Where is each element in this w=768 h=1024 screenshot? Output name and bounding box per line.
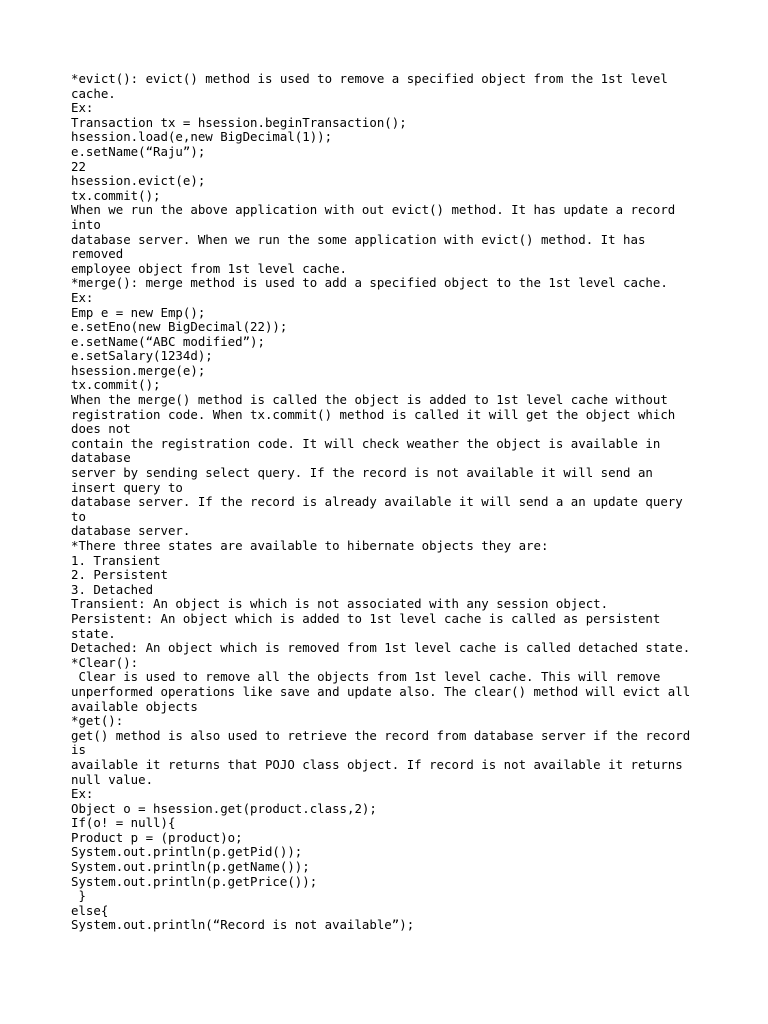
code-line: System.out.println(“Record is not available”); (71, 917, 415, 933)
text-line: unperformed operations like save and update also. The clear() method will evict all (71, 683, 691, 699)
code-line: Product p = (product)o; (71, 829, 243, 845)
text-line: *merge(): merge method is used to add a specified object to the 1st level cache. (71, 275, 668, 291)
text-line: When we run the above application with out evict() method. It has update a record (71, 202, 676, 218)
page-number: 22 (71, 158, 86, 174)
code-line: e.setName(“Raju”); (71, 143, 206, 159)
text-line: database (71, 450, 131, 466)
text-line: When the merge() method is called the object is added to 1st level cache without (71, 392, 668, 408)
text-line: available objects (71, 698, 198, 714)
code-line: System.out.println(p.getPid()); (71, 844, 303, 860)
text-line: removed (71, 246, 124, 262)
code-line: System.out.println(p.getPrice()); (71, 873, 318, 889)
text-line: employee object from 1st level cache. (71, 260, 348, 276)
code-line: If(o! = null){ (71, 815, 176, 831)
list-item: 1. Transient (71, 552, 161, 568)
text-line: get() method is also used to retrieve the record from database server if the record (71, 727, 691, 743)
text-line: database server. When we run the some application with evict() method. It has (71, 231, 646, 247)
code-line: Emp e = new Emp(); (71, 304, 206, 320)
code-line: hsession.load(e,new BigDecimal(1)); (71, 129, 333, 145)
text-line: available it returns that POJO class object. If record is not available it returns (71, 756, 683, 772)
code-line: hsession.evict(e); (71, 173, 206, 189)
text-line: Ex: (71, 786, 94, 802)
text-line: Detached: An object which is removed from 1st level cache is called detached state. (71, 640, 691, 656)
code-line: e.setName(“ABC modified”); (71, 333, 265, 349)
text-line: Transient: An object is which is not associated with any session object. (71, 596, 609, 612)
text-line: contain the registration code. It will check weather the object is available in (71, 435, 661, 451)
text-line: is (71, 742, 86, 758)
text-line: database server. (71, 523, 191, 539)
document-page (71, 72, 701, 933)
text-line: *There three states are available to hibernate objects they are: (71, 538, 549, 553)
text-line: *get(): (71, 713, 124, 729)
list-item: 3. Detached (71, 581, 154, 597)
text-line: does not (71, 421, 131, 437)
code-line: e.setSalary(1234d); (71, 348, 213, 364)
code-line: Transaction tx = hsession.beginTransaction(); (71, 114, 407, 130)
text-line: Clear is used to remove all the objects from 1st level cache. This will remove (71, 669, 661, 685)
text-line: Ex: (71, 100, 94, 116)
code-line: Object o = hsession.get(product.class,2); (71, 800, 377, 816)
text-line: null value. (71, 771, 154, 787)
code-line: tx.commit(); (71, 187, 161, 203)
text-line: Persistent: An object which is added to 1st level cache is called as persistent (71, 610, 661, 626)
text-line: state. (71, 625, 116, 641)
text-line: *Clear(): (71, 654, 139, 670)
text-line: to (71, 508, 86, 524)
text-line: database server. If the record is already available it will send a an update query (71, 494, 683, 510)
text-line: insert query to (71, 479, 183, 495)
code-line: System.out.println(p.getName()); (71, 859, 310, 875)
code-line: hsession.merge(e); (71, 362, 206, 378)
list-item: 2. Persistent (71, 567, 168, 583)
code-line: else{ (71, 902, 109, 918)
text-line: *evict(): evict() method is used to remove a specified object from the 1st level (71, 71, 668, 86)
text-line: registration code. When tx.commit() method is called it will get the object which (71, 406, 676, 422)
code-line: e.setEno(new BigDecimal(22)); (71, 319, 288, 335)
code-line: } (71, 888, 86, 904)
text-line: into (71, 216, 101, 232)
text-line: Ex: (71, 289, 94, 305)
text-line: server by sending select query. If the record is not available it will send an (71, 465, 653, 481)
text-line: cache. (71, 85, 116, 101)
code-line: tx.commit(); (71, 377, 161, 393)
